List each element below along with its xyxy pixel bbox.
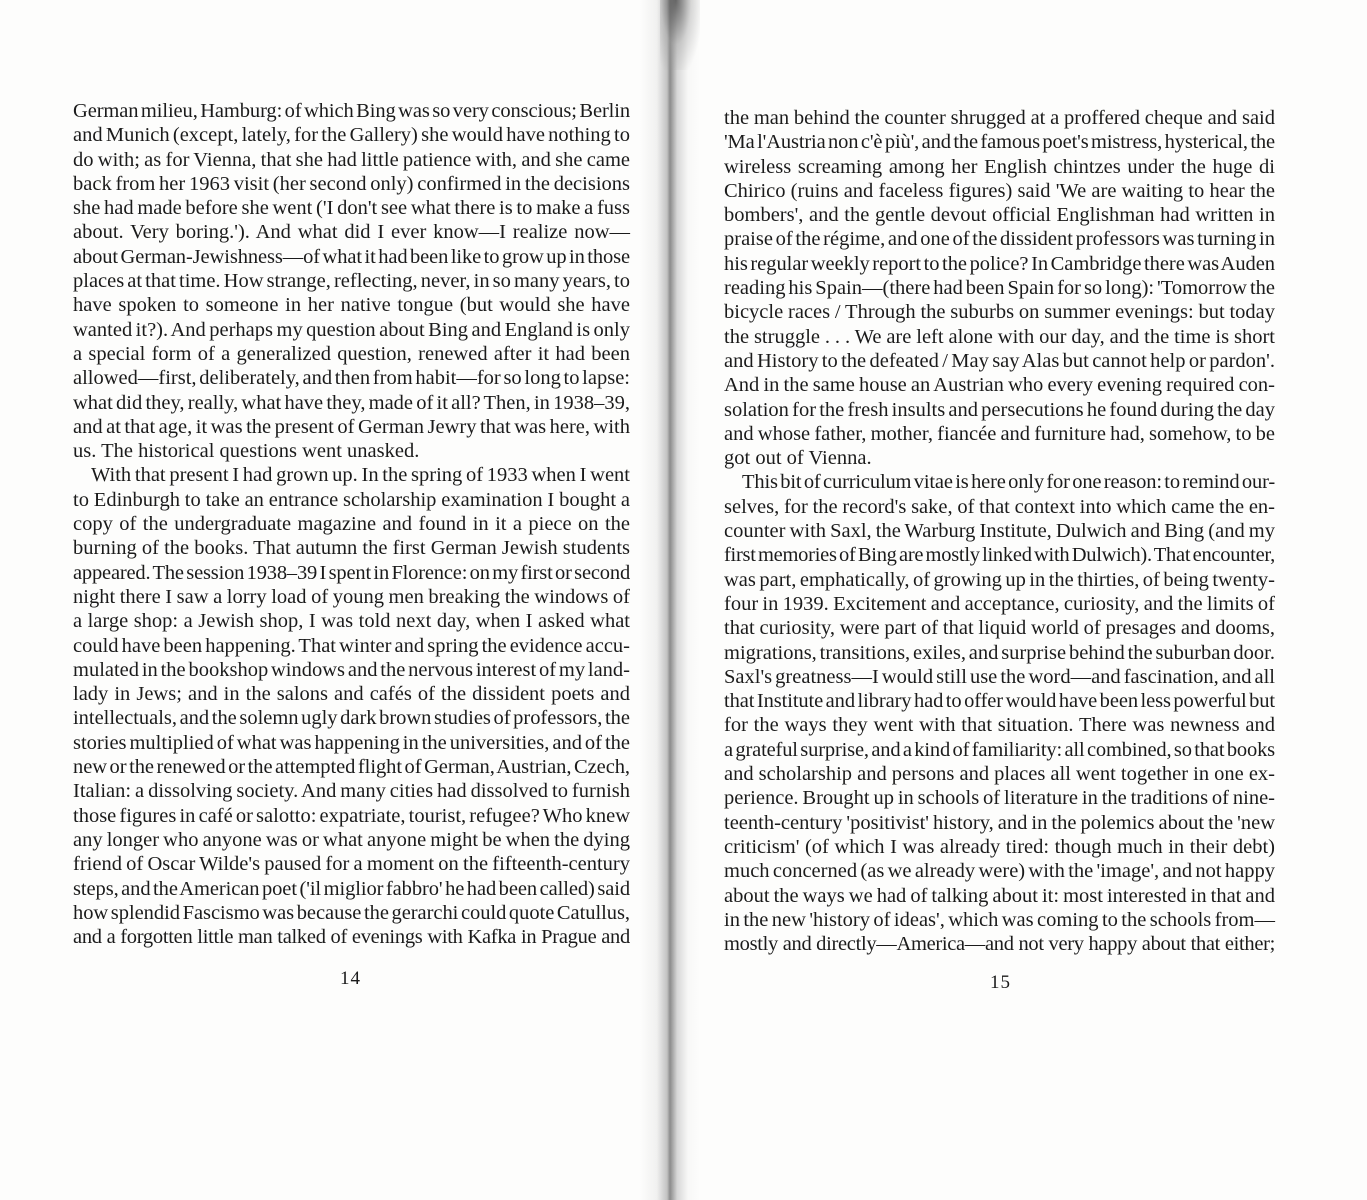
text-line: the man behind the counter shrugged at a proffered cheque and said	[724, 107, 1275, 129]
text-line: and History to the defeated / May say Alas but cannot help or pardon'.	[724, 349, 1275, 372]
text-line: how splendid Fascismo was because the gerarchi could quote Catullus,	[73, 901, 631, 924]
text-line: teenth-century 'positivist' history, and in the polemics about the 'new	[724, 811, 1276, 834]
book-gutter-top-shadow	[660, 0, 700, 70]
text-line: friend of Oscar Wilde's paused for a moment on the fifteenth-century	[73, 853, 630, 876]
text-line: migrations, transitions, exiles, and surprise behind the suburban door.	[724, 641, 1275, 664]
text-line: that Institute and library had to offer would have been less powerful but	[724, 690, 1275, 713]
book-gutter-shadow	[640, 0, 700, 1200]
text-line: first memories of Bing are mostly linked with Dulwich). That encounter,	[724, 544, 1275, 567]
text-line: counter with Saxl, the Warburg Institute, Dulwich and Bing (and my	[724, 520, 1275, 543]
text-line: wireless screaming among her English chintzes under the huge di	[724, 155, 1275, 178]
text-line: praise of the régime, and one of the dissident professors was turning in	[724, 228, 1275, 251]
text-line: that curiosity, were part of that liquid world of presages and dooms,	[724, 617, 1275, 640]
text-line: This bit of curriculum vitae is here only for one reason: to remind our-	[742, 471, 1275, 494]
text-line: about. Very boring.'). And what did I ever know—I realize now—	[73, 221, 630, 244]
text-line: much concerned (as we already were) with the 'image', and not happy	[724, 860, 1275, 883]
text-line: bombers', and the gentle devout official Englishman had written in	[724, 204, 1275, 227]
text-line: got out of Vienna.	[724, 447, 872, 470]
text-line: those figures in café or salotto: expatriate, tourist, refugee? Who knew	[73, 804, 630, 827]
text-line: stories multiplied of what was happening in the universities, and of the	[73, 731, 631, 754]
text-line: a large shop: a Jewish shop, I was told next day, when I asked what	[73, 610, 630, 633]
text-line: and a forgotten little man talked of evenings with Kafka in Prague and	[73, 926, 630, 949]
text-line: she had made before she went ('I don't see what there is to make a fuss	[73, 197, 630, 220]
text-line: could have been happening. That winter and spring the evidence accu-	[73, 634, 630, 657]
text-line: steps, and the American poet ('il miglior fabbro' he had been called) said	[73, 877, 631, 900]
text-line: four in 1939. Excitement and acceptance, curiosity, and the limits of	[724, 592, 1275, 615]
text-line: places at that time. How strange, reflecting, never, in so many years, to	[73, 270, 630, 293]
text-line: and scholarship and persons and places all went together in one ex-	[724, 763, 1275, 786]
right-page-number: 15	[990, 972, 1011, 993]
text-line: perience. Brought up in schools of literature in the traditions of nine-	[724, 787, 1275, 810]
left-page-number: 14	[340, 968, 361, 989]
text-line: Chirico (ruins and faceless figures) said 'We are waiting to hear the	[724, 179, 1275, 202]
text-line: a grateful surprise, and a kind of familiarity: all combined, so that books	[724, 738, 1275, 761]
text-line: And in the same house an Austrian who every evening required con-	[724, 374, 1275, 397]
text-line: night there I saw a lorry load of young men breaking the windows of	[73, 585, 630, 608]
text-line: what did they, really, what have they, made of it all? Then, in 1938–39,	[73, 391, 630, 414]
text-line: and Munich (except, lately, for the Gallery) she would have nothing to	[73, 124, 630, 147]
text-line: solation for the fresh insults and persecutions he found during the day	[724, 398, 1275, 421]
text-line: With that present I had grown up. In the spring of 1933 when I went	[91, 464, 630, 487]
text-line: lady in Jews; and in the salons and cafés of the dissident poets and	[73, 683, 630, 706]
text-line: intellectuals, and the solemn ugly dark brown studies of professors, the	[73, 707, 630, 730]
text-line: and at that age, it was the present of German Jewry that was here, with	[73, 415, 630, 438]
text-line: appeared. The session 1938–39 I spent in Florence: on my first or second	[73, 561, 631, 584]
text-line: the struggle . . . We are left alone with our day, and the time is short	[724, 325, 1275, 348]
right-page-text	[724, 106, 1275, 956]
text-line: to Edinburgh to take an entrance scholarship examination I bought a	[73, 488, 630, 511]
text-line: 'Ma l'Austria non c'è più', and the famous poet's mistress, hysterical, the	[724, 131, 1276, 154]
text-line: German milieu, Hamburg: of which Bing was so very conscious; Berlin	[73, 100, 630, 122]
text-line: about the ways we had of talking about it: most interested in that and	[724, 884, 1275, 907]
text-line: wanted it?). And perhaps my question about Bing and England is only	[73, 318, 630, 341]
text-line: do with; as for Vienna, that she had little patience with, and she came	[73, 148, 631, 171]
text-line: mostly and directly—America—and not very happy about that either;	[724, 933, 1276, 956]
text-line: about German-Jewishness—of what it had been like to grow up in those	[73, 245, 631, 268]
text-line: mulated in the bookshop windows and the nervous interest of my land-	[73, 658, 630, 681]
text-line: reading his Spain—(there had been Spain for so long): 'Tomorrow the	[724, 277, 1275, 300]
text-line: new or the renewed or the attempted flight of German, Austrian, Czech,	[73, 756, 630, 779]
text-line: criticism' (of which I was already tired: though much in their debt)	[724, 835, 1275, 858]
text-line: Italian: a dissolving society. And many cities had dissolved to furnish	[73, 780, 630, 803]
text-line: in the new 'history of ideas', which was coming to the schools from—	[724, 908, 1276, 931]
text-line: bicycle races / Through the suburbs on summer evenings: but today	[724, 301, 1276, 324]
text-line: us. The historical questions went unasked.	[73, 440, 420, 463]
text-line: selves, for the record's sake, of that context into which came the en-	[724, 495, 1275, 518]
text-line: allowed—first, deliberately, and then from habit—for so long to lapse:	[73, 367, 630, 390]
text-line: a special form of a generalized question, renewed after it had been	[73, 342, 630, 365]
text-line: Saxl's greatness—I would still use the word—and fascination, and all	[724, 665, 1275, 688]
text-line: burning of the books. That autumn the first German Jewish students	[73, 537, 630, 560]
text-line: have spoken to someone in her native tongue (but would she have	[73, 294, 630, 317]
text-line: was part, emphatically, of growing up in the thirties, of being twenty-	[724, 568, 1275, 591]
text-line: his regular weekly report to the police? In Cambridge there was Auden	[724, 252, 1276, 275]
text-line: for the ways they went with that situation. There was newness and	[724, 714, 1275, 737]
text-line: copy of the undergraduate magazine and found in it a piece on the	[73, 513, 630, 536]
text-line: any longer who anyone was or what anyone might be when the dying	[73, 828, 630, 851]
text-line: back from her 1963 visit (her second only) confirmed in the decisions	[73, 172, 631, 195]
text-line: and whose father, mother, fiancée and furniture had, somehow, to be	[724, 422, 1275, 445]
left-page-text	[73, 99, 630, 949]
